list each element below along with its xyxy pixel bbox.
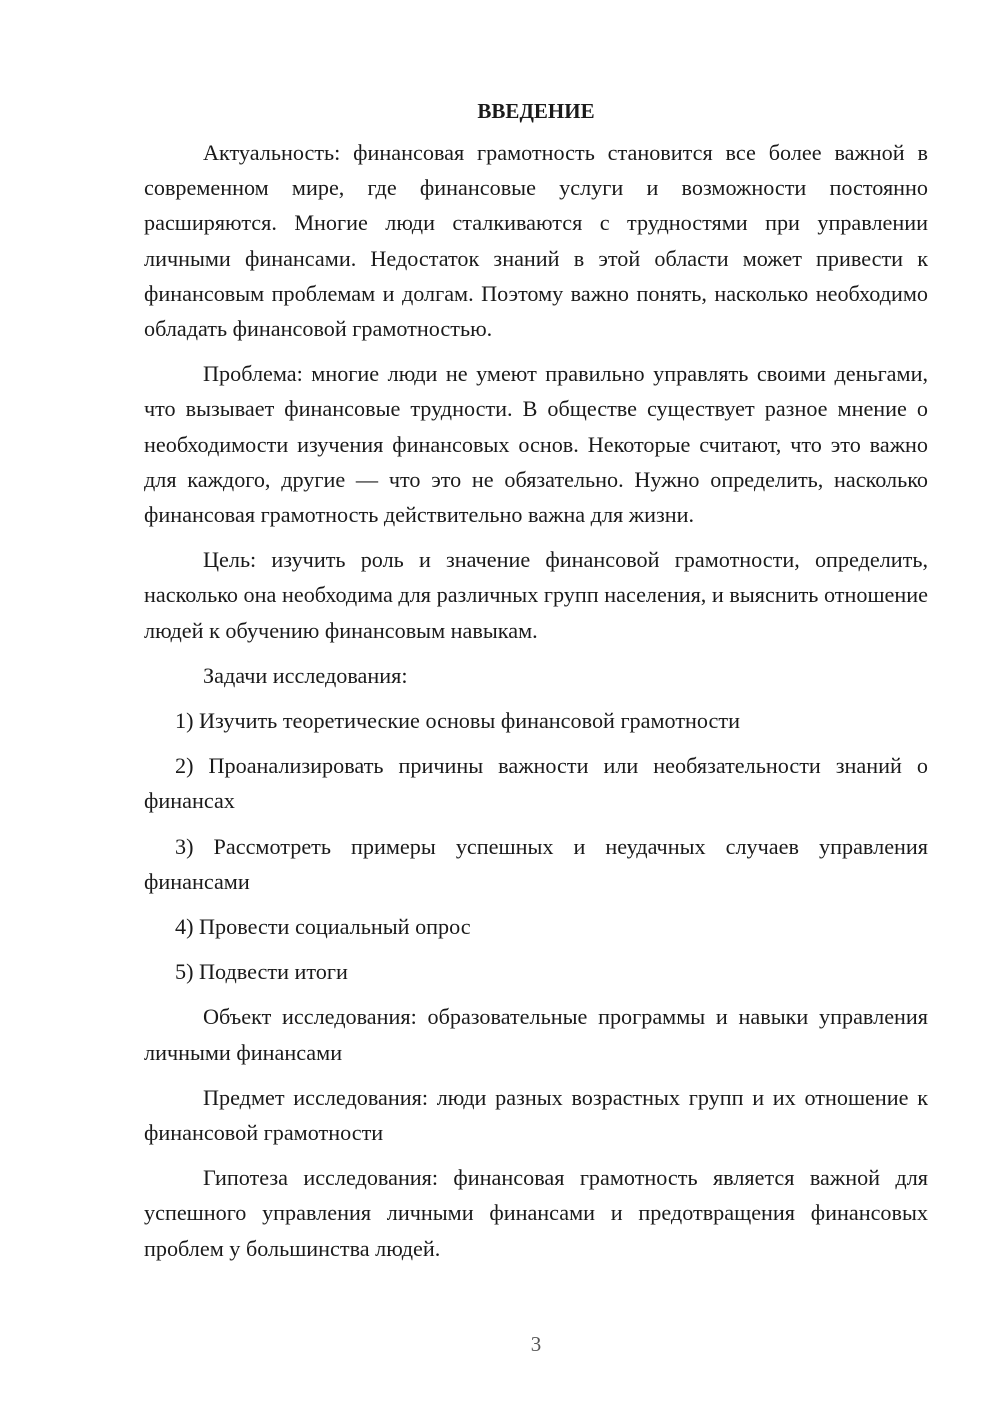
section-title: ВВЕДЕНИЕ bbox=[477, 99, 595, 123]
task-item: 2) Проанализировать причины важности или необязательности знаний о финансах bbox=[144, 753, 928, 814]
task-item: 1) Изучить теоретические основы финансовой грамотности bbox=[175, 708, 740, 734]
task-item: 3) Рассмотреть примеры успешных и неудачных случаев управления финансами bbox=[144, 833, 928, 894]
relevance-paragraph: Актуальность: финансовая грамотность становится все более важной в современном мире, где финансовые услуги и возможности постоянно расширяются. Многие люди сталкиваются с трудностями при управлении личными финансами. Недостаток знаний в этой области может привести к финансовым проблемам и долгам. Поэтому важно понять, насколько необходимо обладать финансовой грамотностью. bbox=[144, 140, 928, 342]
object-paragraph: Объект исследования: образовательные программы и навыки управления личными финансами bbox=[144, 1004, 928, 1065]
task-item: 4) Провести социальный опрос bbox=[175, 914, 471, 940]
goal-paragraph: Цель: изучить роль и значение финансовой грамотности, определить, насколько она необходима для различных групп населения, и выяснить отношение людей к обучению финансовым навыкам. bbox=[144, 547, 928, 643]
subject-paragraph: Предмет исследования: люди разных возрастных групп и их отношение к финансовой грамотности bbox=[144, 1084, 928, 1146]
page-number: 3 bbox=[530, 1332, 542, 1356]
task-item: 5) Подвести итоги bbox=[175, 959, 348, 985]
document-page bbox=[144, 93, 928, 1266]
problem-paragraph: Проблема: многие люди не умеют правильно управлять своими деньгами, что вызывает финансовые трудности. В обществе существует разное мнение о необходимости изучения финансовых основ. Некоторые считают, что это важно для каждого, другие — что это не обязательно. Нужно определить, насколько финансовая грамотность действительно важна для жизни. bbox=[144, 361, 928, 528]
hypothesis-paragraph: Гипотеза исследования: финансовая грамотность является важной для успешного управления личными финансами и предотвращения финансовых проблем у большинства людей. bbox=[144, 1165, 928, 1261]
tasks-heading: Задачи исследования: bbox=[203, 662, 408, 688]
